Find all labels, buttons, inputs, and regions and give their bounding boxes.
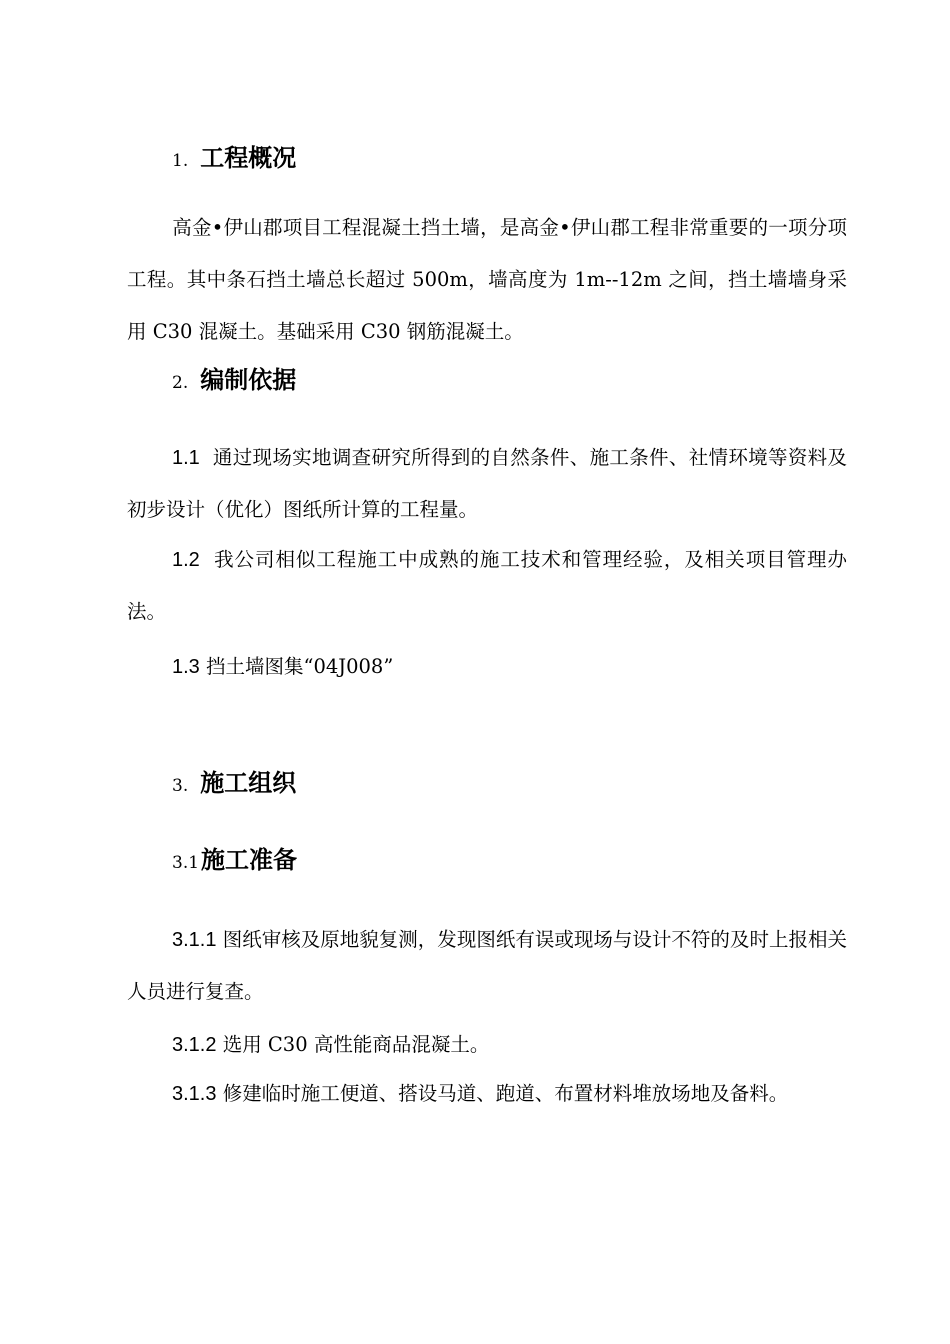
basis-item-2	[127, 534, 847, 638]
prep-item-3-text: 修建临时施工便道、搭设马道、跑道、布置材料堆放场地及备料。	[222, 1082, 789, 1105]
prep-item-3	[127, 1079, 847, 1109]
basis-item-1-number: 1.1	[172, 447, 200, 469]
basis-item-3-text: 挡土墙图集“04J008”	[206, 655, 394, 678]
section-1-number: 1.	[172, 151, 189, 171]
prep-item-2-text: 选用 C30 高性能商品混凝土。	[222, 1033, 490, 1056]
basis-item-3	[127, 652, 847, 682]
basis-item-1	[127, 432, 847, 536]
basis-item-2-number: 1.2	[172, 549, 200, 571]
prep-item-1	[127, 914, 847, 1018]
subsection-3-1-number: 3.1	[172, 853, 200, 873]
section-3-heading	[127, 767, 847, 802]
prep-item-1-number: 3.1.1	[172, 929, 217, 951]
section-2-number: 2.	[172, 373, 189, 393]
section-1-paragraph-text: 高金•伊山郡项目工程混凝土挡土墙，是高金•伊山郡工程非常重要的一项分项工程。其中条石挡土墙总长超过 500m，墙高度为 1m--12m 之间，挡土墙墙身采用 C30 混凝土。基础采用 C30 钢筋混凝土。	[127, 216, 847, 343]
section-2-heading	[127, 364, 847, 399]
basis-item-1-text: 通过现场实地调查研究所得到的自然条件、施工条件、社情环境等资料及初步设计（优化）图纸所计算的工程量。	[127, 446, 847, 521]
section-1-paragraph	[127, 202, 847, 358]
section-3-title: 施工组织	[200, 768, 297, 797]
prep-item-2-number: 3.1.2	[172, 1034, 217, 1056]
prep-item-1-text: 图纸审核及原地貌复测，发现图纸有误或现场与设计不符的及时上报相关人员进行复查。	[127, 928, 847, 1003]
basis-item-3-number: 1.3	[172, 656, 200, 678]
section-1-heading	[127, 142, 847, 177]
section-2-title: 编制依据	[200, 365, 297, 394]
section-3-number: 3.	[172, 776, 189, 796]
subsection-3-1-heading	[127, 844, 847, 879]
subsection-3-1-title: 施工准备	[201, 845, 298, 874]
prep-item-3-number: 3.1.3	[172, 1083, 217, 1105]
section-1-title: 工程概况	[200, 143, 297, 172]
prep-item-2	[127, 1030, 847, 1060]
basis-item-2-text: 我公司相似工程施工中成熟的施工技术和管理经验，及相关项目管理办法。	[127, 548, 847, 623]
